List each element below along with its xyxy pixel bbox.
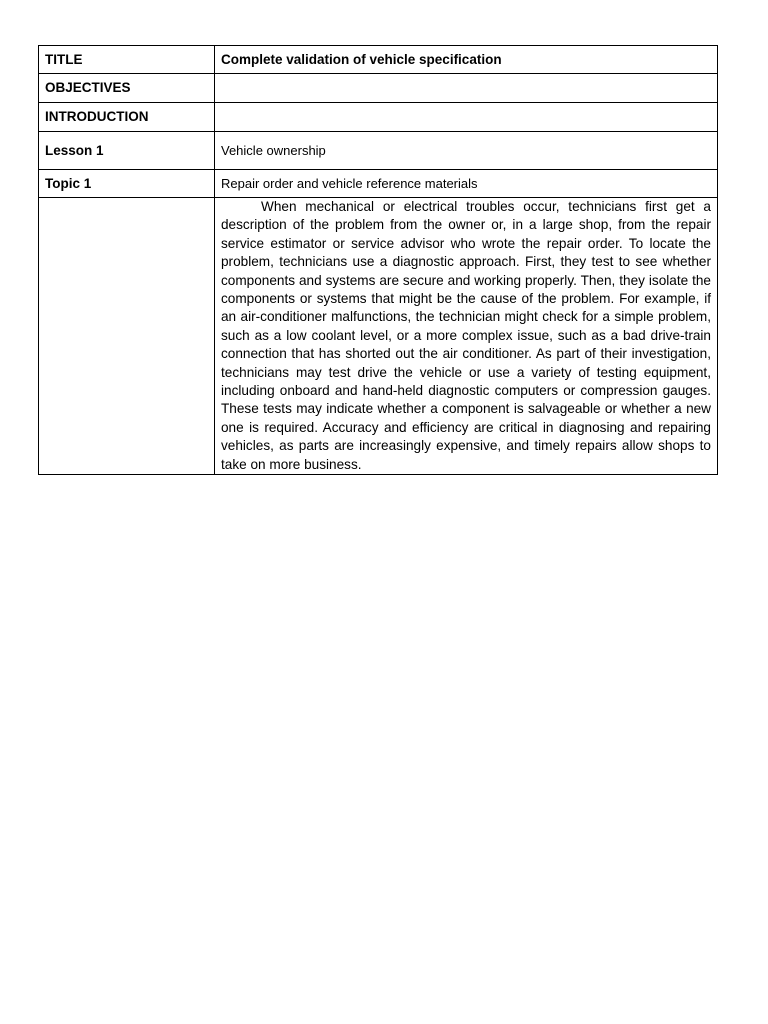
topic-label: Topic 1	[39, 170, 215, 198]
title-label: TITLE	[39, 46, 215, 74]
lesson-plan-table	[38, 45, 718, 475]
introduction-row	[39, 103, 718, 132]
lesson-label: Lesson 1	[39, 132, 215, 170]
topic-value-cell	[215, 170, 718, 198]
topic-row	[39, 170, 718, 198]
content-paragraph: When mechanical or electrical troubles occur, technicians first get a description of the problem from the owner or, in a large shop, from the repair service estimator or service advisor who wrote the repair order. To locate the problem, technicians use a diagnostic approach. First, they test to see whether components and systems are secure and working properly. Then, they isolate the components or systems that might be the cause of the problem. For example, if an air-conditioner malfunctions, the technician might check for a simple problem, such as a low coolant level, or a more complex issue, such as a bad drive-train connection that has shorted out the air conditioner. As part of their investigation, technicians may test drive the vehicle or use a variety of testing equipment, including onboard and hand-held diagnostic computers or compression gauges. These tests may indicate whether a component is salvageable or whether a new one is required. Accuracy and efficiency are critical in diagnosing and repairing vehicles, as parts are increasingly expensive, and timely repairs allow shops to take on more business.	[221, 199, 711, 472]
lesson-row	[39, 132, 718, 170]
lesson-value: Vehicle ownership	[221, 142, 326, 158]
content-label	[39, 198, 215, 475]
title-value: Complete validation of vehicle specification	[215, 46, 718, 74]
topic-value: Repair order and vehicle reference materials	[221, 175, 478, 191]
objectives-row	[39, 74, 718, 103]
content-cell	[215, 198, 718, 475]
objectives-label: OBJECTIVES	[39, 74, 215, 103]
introduction-value	[215, 103, 718, 132]
introduction-label: INTRODUCTION	[39, 103, 215, 132]
lesson-value-cell	[215, 132, 718, 170]
objectives-value	[215, 74, 718, 103]
title-row	[39, 46, 718, 74]
content-row	[39, 198, 718, 475]
